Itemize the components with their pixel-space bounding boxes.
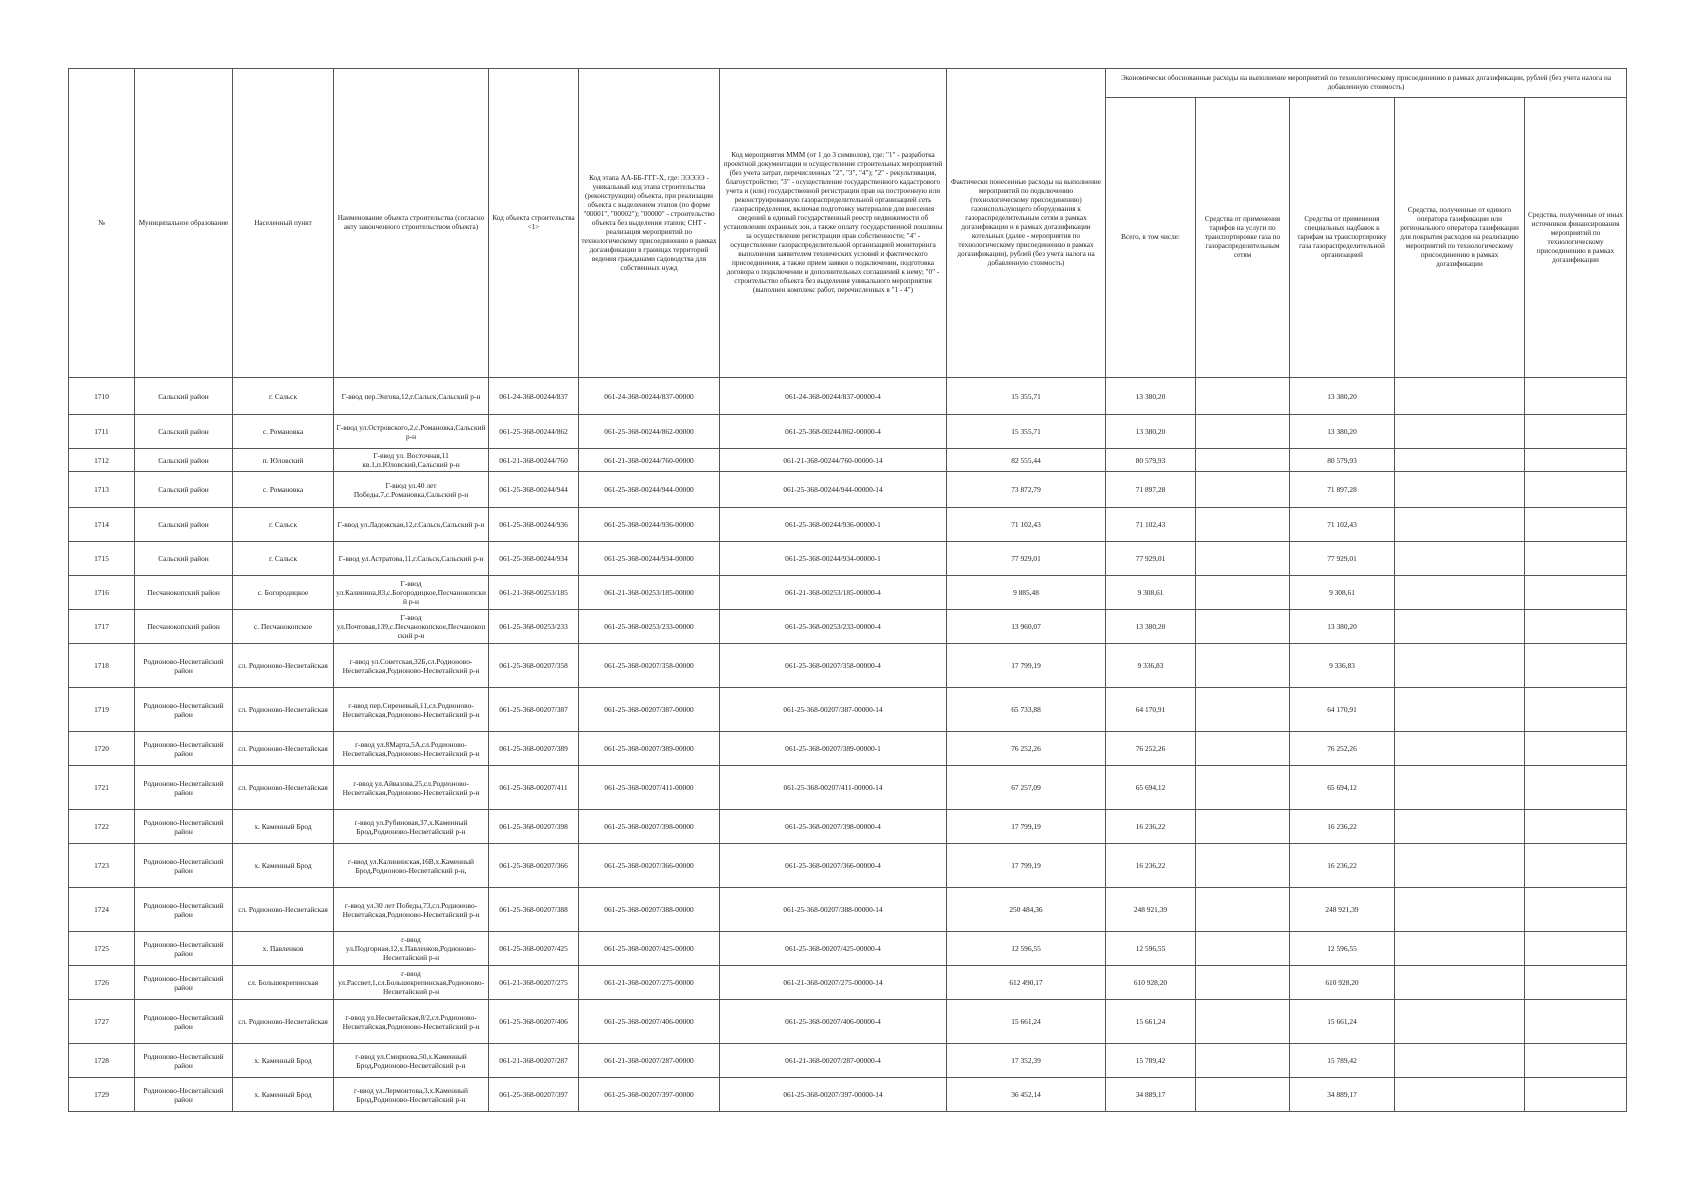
cell-event-code: 061-21-368-00207/275-00000-14 (720, 966, 947, 1000)
cell-settlement: сл. Родионово-Несветайская (233, 888, 334, 932)
cell-object-code: 061-25-368-00207/387 (489, 688, 579, 732)
cell-tariffs (1196, 766, 1290, 810)
cell-event-code: 061-25-368-00207/397-00000-14 (720, 1078, 947, 1112)
header-event-code: Код мероприятия МММ (от 1 до 3 символов), где: "1" - разработка проектной документации и осуществление строительных мероприятий (без учета затрат, перечисленных "2", "3", "4"); "2" - рекультивация, благоустройство; "3" - осуществление государственного кадастрового учета и (или) государственной регистрации прав на построенную или реконструированную газораспределительной организацией сеть газораспределения, включая подготовку материалов для внесения сведений в единый государственный реестр недвижимости об установлении охранных зон, а также оплату государственной пошлины за осуществление регистрации прав собственности; "4" - осуществление газораспределительной организацией мониторинга выполнения заявителем технических условий и фактического присоединения, а также прием заявки о подключении, подготовка договора о подключении и дополнительных соглашений к нему; "0" - строительство объекта без выделения уникального мероприятия (выполнен комплекс работ, перечисленных в "1 - 4") (720, 69, 947, 378)
table-row (69, 472, 1627, 508)
cell-total: 16 236,22 (1106, 844, 1196, 888)
cell-settlement: сл. Родионово-Несветайская (233, 688, 334, 732)
cell-tariffs (1196, 415, 1290, 449)
cell-operator-funds (1395, 688, 1525, 732)
cell-tariffs (1196, 966, 1290, 1000)
cell-tariffs (1196, 732, 1290, 766)
table-row (69, 810, 1627, 844)
cell-stage-code: 061-25-368-00244/936-00000 (579, 508, 720, 542)
cell-event-code: 061-25-368-00207/366-00000-4 (720, 844, 947, 888)
cell-other-sources (1525, 472, 1627, 508)
table-row (69, 415, 1627, 449)
cell-actual-costs: 67 257,09 (947, 766, 1106, 810)
cell-special-markups: 12 596,55 (1290, 932, 1395, 966)
cell-stage-code: 061-25-368-00207/397-00000 (579, 1078, 720, 1112)
cell-number: 1712 (69, 449, 135, 472)
cell-event-code: 061-24-368-00244/837-00000-4 (720, 378, 947, 415)
cell-number: 1722 (69, 810, 135, 844)
cell-object-name: г-ввод ул.Несветайская,8/2,сл.Родионово-Несветайская,Родионово-Несветайский р-н (334, 1000, 489, 1044)
cell-stage-code: 061-21-368-00207/287-00000 (579, 1044, 720, 1078)
cell-object-name: г-ввод ул.30 лет Победы,73,сл.Родионово-Несветайская,Родионово-Несветайский р-н (334, 888, 489, 932)
cell-stage-code: 061-25-368-00207/398-00000 (579, 810, 720, 844)
cell-special-markups: 65 694,12 (1290, 766, 1395, 810)
cell-number: 1724 (69, 888, 135, 932)
cell-stage-code: 061-21-368-00253/185-00000 (579, 576, 720, 610)
cell-total: 71 897,28 (1106, 472, 1196, 508)
cell-event-code: 061-25-368-00207/398-00000-4 (720, 810, 947, 844)
cell-event-code: 061-21-368-00244/760-00000-14 (720, 449, 947, 472)
cell-settlement: х. Каменный Брод (233, 1078, 334, 1112)
cell-number: 1711 (69, 415, 135, 449)
cell-operator-funds (1395, 610, 1525, 644)
cell-operator-funds (1395, 415, 1525, 449)
cell-municipality: Родионово-Несветайский район (135, 844, 233, 888)
cell-number: 1729 (69, 1078, 135, 1112)
cell-operator-funds (1395, 1044, 1525, 1078)
cell-municipality: Родионово-Несветайский район (135, 688, 233, 732)
cell-object-name: г-ввод пер.Сиреневый,11,сл.Родионово-Несветайская,Родионово-Несветайский р-н (334, 688, 489, 732)
cell-event-code: 061-25-368-00207/425-00000-4 (720, 932, 947, 966)
cell-total: 13 380,20 (1106, 415, 1196, 449)
cell-total: 9 308,61 (1106, 576, 1196, 610)
cell-total: 77 929,01 (1106, 542, 1196, 576)
cell-number: 1713 (69, 472, 135, 508)
cell-total: 15 789,42 (1106, 1044, 1196, 1078)
cell-actual-costs: 12 596,55 (947, 932, 1106, 966)
cell-tariffs (1196, 542, 1290, 576)
cell-other-sources (1525, 932, 1627, 966)
cell-actual-costs: 15 661,24 (947, 1000, 1106, 1044)
cell-tariffs (1196, 932, 1290, 966)
cell-operator-funds (1395, 966, 1525, 1000)
cell-settlement: х. Каменный Брод (233, 810, 334, 844)
cell-object-name: Г-ввод ул.Островского,2,с.Романовка,Сальский р-н (334, 415, 489, 449)
cell-total: 16 236,22 (1106, 810, 1196, 844)
cell-municipality: Песчанокопский район (135, 576, 233, 610)
cell-stage-code: 061-25-368-00207/406-00000 (579, 1000, 720, 1044)
cell-total: 80 579,93 (1106, 449, 1196, 472)
cell-municipality: Родионово-Несветайский район (135, 1000, 233, 1044)
cell-event-code: 061-25-368-00244/862-00000-4 (720, 415, 947, 449)
cell-actual-costs: 15 355,71 (947, 415, 1106, 449)
cell-event-code: 061-25-368-00207/411-00000-14 (720, 766, 947, 810)
cell-operator-funds (1395, 472, 1525, 508)
cell-object-name: Г-ввод ул.Калинина,83,с.Богородицкое,Песчанокопский р-н (334, 576, 489, 610)
cell-stage-code: 061-25-368-00207/411-00000 (579, 766, 720, 810)
cell-operator-funds (1395, 644, 1525, 688)
cell-special-markups: 610 928,20 (1290, 966, 1395, 1000)
cell-special-markups: 64 170,91 (1290, 688, 1395, 732)
cell-stage-code: 061-25-368-00207/389-00000 (579, 732, 720, 766)
table-row (69, 1000, 1627, 1044)
cell-municipality: Сальский район (135, 378, 233, 415)
cell-object-name: Г-ввод ул.Астратова,11,г.Сальск,Сальский р-н (334, 542, 489, 576)
cell-tariffs (1196, 888, 1290, 932)
cell-object-name: г-ввод ул.Смирнова,50,х.Каменный Брод,Родионово-Несветайский р-н (334, 1044, 489, 1078)
cell-other-sources (1525, 732, 1627, 766)
cell-event-code: 061-25-368-00207/388-00000-14 (720, 888, 947, 932)
cell-actual-costs: 17 352,39 (947, 1044, 1106, 1078)
cell-operator-funds (1395, 932, 1525, 966)
header-object-name: Наименование объекта строительства (согласно акту законченного строительством объекта) (334, 69, 489, 378)
cell-number: 1723 (69, 844, 135, 888)
cell-object-name: Г-ввод пер.Энгова,12,г.Сальск,Сальский р-н (334, 378, 489, 415)
cell-tariffs (1196, 1078, 1290, 1112)
cell-tariffs (1196, 378, 1290, 415)
cell-event-code: 061-25-368-00207/406-00000-4 (720, 1000, 947, 1044)
cell-object-code: 061-25-368-00244/936 (489, 508, 579, 542)
cell-operator-funds (1395, 1078, 1525, 1112)
table-row (69, 610, 1627, 644)
cell-settlement: сл. Родионово-Несветайская (233, 732, 334, 766)
cell-settlement: сл. Родионово-Несветайская (233, 766, 334, 810)
cell-operator-funds (1395, 542, 1525, 576)
cell-number: 1715 (69, 542, 135, 576)
cell-object-code: 061-21-368-00253/185 (489, 576, 579, 610)
cell-municipality: Сальский район (135, 449, 233, 472)
cell-operator-funds (1395, 576, 1525, 610)
cell-number: 1710 (69, 378, 135, 415)
cell-object-code: 061-25-368-00244/944 (489, 472, 579, 508)
cell-total: 13 380,20 (1106, 378, 1196, 415)
header-total: Всего, в том числе: (1106, 98, 1196, 378)
cell-other-sources (1525, 610, 1627, 644)
cell-settlement: х. Павленков (233, 932, 334, 966)
cell-actual-costs: 13 960,07 (947, 610, 1106, 644)
cell-other-sources (1525, 1000, 1627, 1044)
cell-actual-costs: 73 872,79 (947, 472, 1106, 508)
table-header (69, 69, 1627, 378)
cell-other-sources (1525, 810, 1627, 844)
cell-stage-code: 061-25-368-00244/862-00000 (579, 415, 720, 449)
cell-special-markups: 13 380,20 (1290, 610, 1395, 644)
table-row (69, 732, 1627, 766)
cell-stage-code: 061-21-368-00244/760-00000 (579, 449, 720, 472)
cell-municipality: Сальский район (135, 542, 233, 576)
cell-number: 1727 (69, 1000, 135, 1044)
cell-tariffs (1196, 610, 1290, 644)
header-operator-funds: Средства, полученные от единого оператора газификации или регионального оператора газификации для покрытия расходов на реализацию мероприятий по технологическому присоединению в рамках догазификации (1395, 98, 1525, 378)
cell-other-sources (1525, 576, 1627, 610)
cell-object-name: Г-ввод ул. Восточная,11 кв.1,п.Юловский,Сальский р-н (334, 449, 489, 472)
cell-event-code: 061-21-368-00207/287-00000-4 (720, 1044, 947, 1078)
cell-municipality: Родионово-Несветайский район (135, 888, 233, 932)
cell-event-code: 061-25-368-00244/936-00000-1 (720, 508, 947, 542)
cell-tariffs (1196, 1000, 1290, 1044)
cell-other-sources (1525, 966, 1627, 1000)
cell-actual-costs: 77 929,01 (947, 542, 1106, 576)
table-row (69, 844, 1627, 888)
cell-municipality: Родионово-Несветайский район (135, 766, 233, 810)
cell-operator-funds (1395, 810, 1525, 844)
cell-tariffs (1196, 688, 1290, 732)
cell-actual-costs: 71 102,43 (947, 508, 1106, 542)
cell-special-markups: 15 661,24 (1290, 1000, 1395, 1044)
table-body (69, 378, 1627, 1112)
cell-operator-funds (1395, 844, 1525, 888)
cell-special-markups: 16 236,22 (1290, 844, 1395, 888)
cell-total: 65 694,12 (1106, 766, 1196, 810)
cell-municipality: Сальский район (135, 508, 233, 542)
cell-other-sources (1525, 508, 1627, 542)
cell-municipality: Родионово-Несветайский район (135, 644, 233, 688)
cell-object-code: 061-25-368-00253/233 (489, 610, 579, 644)
cell-number: 1717 (69, 610, 135, 644)
cell-object-name: г-ввод ул.Айвазова,25,сл.Родионово-Несветайская,Родионово-Несветайский р-н (334, 766, 489, 810)
cell-event-code: 061-25-368-00253/233-00000-4 (720, 610, 947, 644)
cell-stage-code: 061-25-368-00207/425-00000 (579, 932, 720, 966)
table-row (69, 644, 1627, 688)
cell-actual-costs: 17 799,19 (947, 844, 1106, 888)
header-special-markups: Средства от применения специальных надбавок к тарифам на транспортировку газа газораспределительной организацией (1290, 98, 1395, 378)
cell-stage-code: 061-25-368-00207/358-00000 (579, 644, 720, 688)
cell-number: 1714 (69, 508, 135, 542)
cell-municipality: Родионово-Несветайский район (135, 810, 233, 844)
cell-object-code: 061-25-368-00244/934 (489, 542, 579, 576)
cell-other-sources (1525, 449, 1627, 472)
cell-settlement: г. Сальск (233, 542, 334, 576)
cell-number: 1720 (69, 732, 135, 766)
cell-special-markups: 248 921,39 (1290, 888, 1395, 932)
cell-operator-funds (1395, 766, 1525, 810)
cell-settlement: г. Сальск (233, 508, 334, 542)
cell-municipality: Родионово-Несветайский район (135, 732, 233, 766)
cell-special-markups: 13 380,20 (1290, 378, 1395, 415)
cell-actual-costs: 36 452,14 (947, 1078, 1106, 1112)
cell-object-code: 061-25-368-00207/398 (489, 810, 579, 844)
cell-other-sources (1525, 415, 1627, 449)
cell-total: 64 170,91 (1106, 688, 1196, 732)
cell-number: 1728 (69, 1044, 135, 1078)
cell-object-name: г-ввод ул.Рубиновая,37,х.Каменный Брод,Родионово-Несветайский р-н (334, 810, 489, 844)
cell-object-name: Г-ввод ул.Почтовая,139,с.Песчанокопское,Песчанокопский р-н (334, 610, 489, 644)
cell-settlement: с. Богородицкое (233, 576, 334, 610)
cell-actual-costs: 82 555,44 (947, 449, 1106, 472)
cell-object-code: 061-21-368-00207/275 (489, 966, 579, 1000)
cell-total: 15 661,24 (1106, 1000, 1196, 1044)
cell-special-markups: 76 252,26 (1290, 732, 1395, 766)
cell-object-name: г-ввод ул.Калининская,16В,х.Каменный Брод,Родионово-Несветайский р-н, (334, 844, 489, 888)
header-tariffs: Средства от применения тарифов на услуги по транспортировке газа по газораспределительным сетям (1196, 98, 1290, 378)
cell-event-code: 061-25-368-00207/387-00000-14 (720, 688, 947, 732)
cell-operator-funds (1395, 449, 1525, 472)
cell-special-markups: 77 929,01 (1290, 542, 1395, 576)
header-settlement: Населенный пункт (233, 69, 334, 378)
cell-object-name: г-ввод ул.Советская,32Б,сл.Родионово-Несветайская,Родионово-Несветайский р-н (334, 644, 489, 688)
cell-tariffs (1196, 810, 1290, 844)
cell-settlement: п. Юловский (233, 449, 334, 472)
cell-number: 1718 (69, 644, 135, 688)
cell-tariffs (1196, 449, 1290, 472)
cell-object-code: 061-25-368-00207/425 (489, 932, 579, 966)
cell-other-sources (1525, 766, 1627, 810)
cell-total: 248 921,39 (1106, 888, 1196, 932)
cell-tariffs (1196, 844, 1290, 888)
cell-event-code: 061-25-368-00244/944-00000-14 (720, 472, 947, 508)
cell-object-code: 061-25-368-00207/411 (489, 766, 579, 810)
cell-actual-costs: 17 799,19 (947, 810, 1106, 844)
cell-operator-funds (1395, 378, 1525, 415)
cell-event-code: 061-25-368-00207/358-00000-4 (720, 644, 947, 688)
cell-other-sources (1525, 844, 1627, 888)
header-group-title: Экономически обоснованные расходы на выполнение мероприятий по технологическому присоединению в рамках догазификации, рублей (без учета налога на добавленную стоимость) (1106, 69, 1627, 98)
cell-other-sources (1525, 644, 1627, 688)
cell-other-sources (1525, 1044, 1627, 1078)
cell-municipality: Родионово-Несветайский район (135, 1078, 233, 1112)
cell-settlement: г. Сальск (233, 378, 334, 415)
cell-total: 13 380,20 (1106, 610, 1196, 644)
table-row (69, 766, 1627, 810)
cell-municipality: Родионово-Несветайский район (135, 932, 233, 966)
cell-stage-code: 061-25-368-00253/233-00000 (579, 610, 720, 644)
cell-total: 610 928,20 (1106, 966, 1196, 1000)
cell-settlement: сл. Родионово-Несветайская (233, 644, 334, 688)
cell-municipality: Сальский район (135, 472, 233, 508)
cell-number: 1725 (69, 932, 135, 966)
cell-stage-code: 061-25-368-00207/387-00000 (579, 688, 720, 732)
report-table (68, 68, 1627, 1112)
cell-object-code: 061-21-368-00207/287 (489, 1044, 579, 1078)
cell-actual-costs: 17 799,19 (947, 644, 1106, 688)
cell-object-name: г-ввод ул.Рассвет,1,сл.Большекрепинская,Родионово-Несветайский р-н (334, 966, 489, 1000)
cell-total: 12 596,55 (1106, 932, 1196, 966)
table-row (69, 888, 1627, 932)
cell-event-code: 061-21-368-00253/185-00000-4 (720, 576, 947, 610)
header-other-sources: Средства, полученные от иных источников финансирования мероприятий по технологическому присоединению в рамках догазификации (1525, 98, 1627, 378)
table-row (69, 1078, 1627, 1112)
cell-number: 1716 (69, 576, 135, 610)
cell-special-markups: 71 102,43 (1290, 508, 1395, 542)
cell-special-markups: 80 579,93 (1290, 449, 1395, 472)
cell-special-markups: 71 897,28 (1290, 472, 1395, 508)
cell-total: 34 889,17 (1106, 1078, 1196, 1112)
cell-other-sources (1525, 888, 1627, 932)
cell-other-sources (1525, 378, 1627, 415)
cell-object-code: 061-25-368-00207/358 (489, 644, 579, 688)
cell-object-code: 061-25-368-00207/388 (489, 888, 579, 932)
cell-object-code: 061-24-368-00244/837 (489, 378, 579, 415)
cell-settlement: х. Каменный Брод (233, 844, 334, 888)
table-row (69, 508, 1627, 542)
cell-stage-code: 061-21-368-00207/275-00000 (579, 966, 720, 1000)
cell-tariffs (1196, 644, 1290, 688)
cell-settlement: с. Романовка (233, 472, 334, 508)
cell-municipality: Сальский район (135, 415, 233, 449)
cell-tariffs (1196, 576, 1290, 610)
cell-settlement: с. Песчанокопское (233, 610, 334, 644)
header-stage-code: Код этапа АА-ББ-ГГГ-Х, где: ЭЭЭЭЭ - уникальный код этапа строительства (реконструкции) объекта, при реализации объекта с выделением этапов (по форме "00001", "00002"); "00000" - строительство объекта без выделения этапов; СНТ - реализация мероприятий по технологическому присоединению в рамках догазификации в границах территорий ведения гражданами садоводства для собственных нужд (579, 69, 720, 378)
cell-object-name: Г-ввод ул.40 лет Победы,7,с.Романовка,Сальский р-н (334, 472, 489, 508)
cell-settlement: сл. Большекрепинская (233, 966, 334, 1000)
cell-object-name: г-ввод ул.Лермонтова,3,х.Каменный Брод,Родионово-Несветайский р-н (334, 1078, 489, 1112)
cell-number: 1726 (69, 966, 135, 1000)
header-municipality: Муниципальное образование (135, 69, 233, 378)
header-actual-costs: Фактически понесенные расходы на выполнение мероприятий по подключению (технологическому присоединению) газоиспользующего оборудования к газораспределительным сетям в рамках догазификации и в рамках догазификации котельных (далее - мероприятия по технологическому присоединению в рамках догазификации), рублей (без учета налога на добавленную стоимость) (947, 69, 1106, 378)
cell-actual-costs: 250 484,36 (947, 888, 1106, 932)
cell-object-name: Г-ввод ул.Ладожская,12,г.Сальск,Сальский р-н (334, 508, 489, 542)
cell-operator-funds (1395, 888, 1525, 932)
table-row (69, 542, 1627, 576)
cell-stage-code: 061-25-368-00244/944-00000 (579, 472, 720, 508)
table-row (69, 576, 1627, 610)
cell-municipality: Родионово-Несветайский район (135, 1044, 233, 1078)
cell-special-markups: 15 789,42 (1290, 1044, 1395, 1078)
cell-special-markups: 9 308,61 (1290, 576, 1395, 610)
cell-municipality: Родионово-Несветайский район (135, 966, 233, 1000)
cell-operator-funds (1395, 508, 1525, 542)
cell-object-code: 061-25-368-00207/366 (489, 844, 579, 888)
cell-tariffs (1196, 508, 1290, 542)
cell-number: 1721 (69, 766, 135, 810)
cell-total: 71 102,43 (1106, 508, 1196, 542)
cell-object-name: г-ввод ул.Подгорная,12,х.Павленков,Родионово-Несветайский р-н (334, 932, 489, 966)
table-row (69, 932, 1627, 966)
table-row (69, 1044, 1627, 1078)
cell-settlement: с. Романовка (233, 415, 334, 449)
cell-total: 76 252,26 (1106, 732, 1196, 766)
cell-event-code: 061-25-368-00207/389-00000-1 (720, 732, 947, 766)
table-row (69, 688, 1627, 732)
cell-actual-costs: 612 490,17 (947, 966, 1106, 1000)
cell-object-code: 061-25-368-00207/397 (489, 1078, 579, 1112)
cell-special-markups: 34 889,17 (1290, 1078, 1395, 1112)
cell-object-code: 061-21-368-00244/760 (489, 449, 579, 472)
cell-object-code: 061-25-368-00244/862 (489, 415, 579, 449)
cell-actual-costs: 65 733,88 (947, 688, 1106, 732)
cell-actual-costs: 76 252,26 (947, 732, 1106, 766)
cell-other-sources (1525, 688, 1627, 732)
cell-total: 9 336,83 (1106, 644, 1196, 688)
cell-settlement: х. Каменный Брод (233, 1044, 334, 1078)
cell-settlement: сл. Родионово-Несветайская (233, 1000, 334, 1044)
cell-actual-costs: 9 885,48 (947, 576, 1106, 610)
table-row (69, 449, 1627, 472)
cell-event-code: 061-25-368-00244/934-00000-1 (720, 542, 947, 576)
cell-stage-code: 061-25-368-00207/366-00000 (579, 844, 720, 888)
cell-municipality: Песчанокопский район (135, 610, 233, 644)
cell-special-markups: 9 336,83 (1290, 644, 1395, 688)
cell-tariffs (1196, 472, 1290, 508)
cell-object-code: 061-25-368-00207/389 (489, 732, 579, 766)
cell-special-markups: 13 380,20 (1290, 415, 1395, 449)
cell-special-markups: 16 236,22 (1290, 810, 1395, 844)
cell-object-name: г-ввод ул.8Марта,5А,сл.Родионово-Несветайская,Родионово-Несветайский р-н (334, 732, 489, 766)
header-object-code: Код объекта строительства <1> (489, 69, 579, 378)
cell-stage-code: 061-25-368-00244/934-00000 (579, 542, 720, 576)
table-row (69, 378, 1627, 415)
cell-actual-costs: 15 355,71 (947, 378, 1106, 415)
cell-operator-funds (1395, 1000, 1525, 1044)
cell-other-sources (1525, 542, 1627, 576)
cell-stage-code: 061-25-368-00207/388-00000 (579, 888, 720, 932)
cell-object-code: 061-25-368-00207/406 (489, 1000, 579, 1044)
table-row (69, 966, 1627, 1000)
header-no: № (69, 69, 135, 378)
cell-operator-funds (1395, 732, 1525, 766)
cell-tariffs (1196, 1044, 1290, 1078)
cell-other-sources (1525, 1078, 1627, 1112)
cell-stage-code: 061-24-368-00244/837-00000 (579, 378, 720, 415)
cell-number: 1719 (69, 688, 135, 732)
